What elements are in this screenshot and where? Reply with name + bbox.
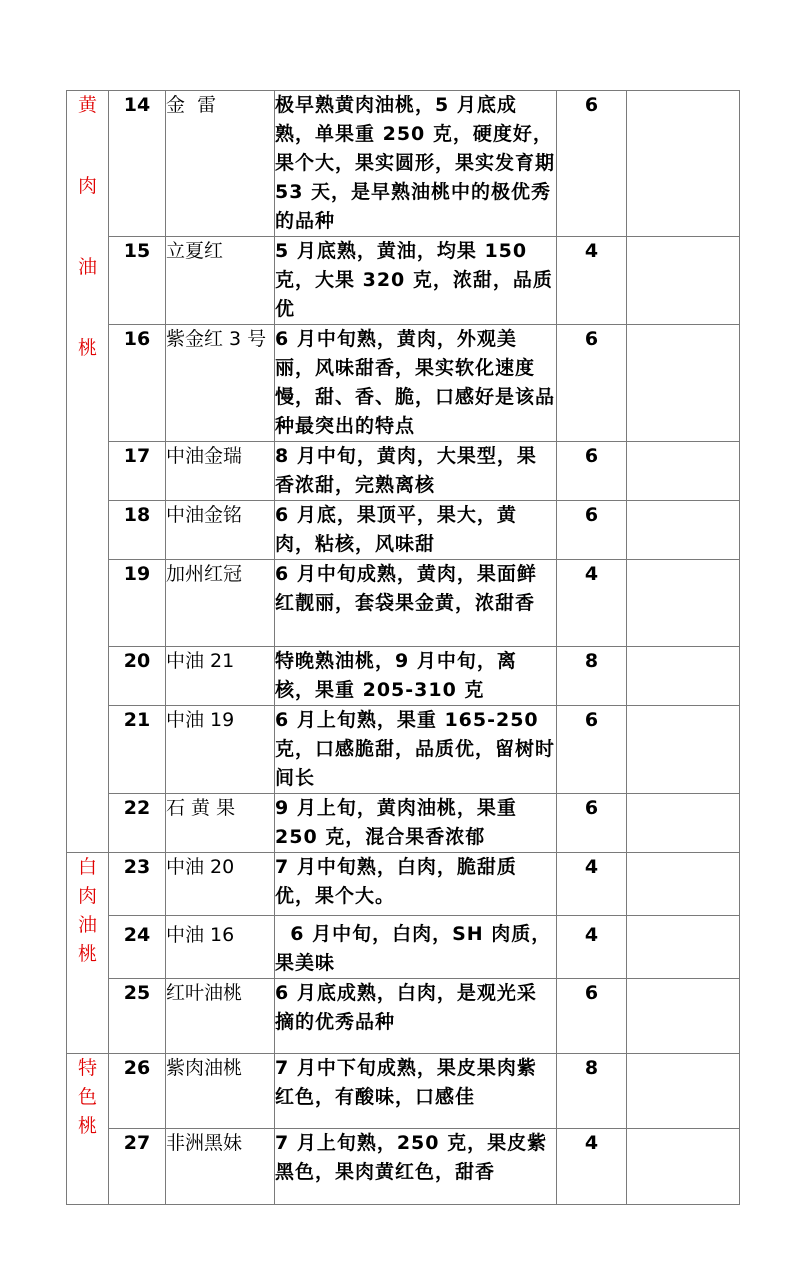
row-number: 21	[109, 706, 166, 794]
variety-name: 中油金瑞	[166, 442, 275, 501]
empty-cell	[627, 442, 740, 501]
empty-cell	[627, 647, 740, 706]
score-value: 6	[557, 501, 627, 560]
category-white-flesh-nectarine: 白 肉 油 桃	[67, 853, 109, 1054]
variety-description: 极早熟黄肉油桃，5 月底成熟，单果重 250 克，硬度好，果个大，果实圆形，果实发育期 53 天，是早熟油桃中的极优秀的品种	[275, 91, 557, 237]
table-row	[67, 325, 740, 442]
variety-description: 7 月中下旬成熟，果皮果肉紫红色，有酸味，口感佳	[275, 1054, 557, 1129]
row-number: 26	[109, 1054, 166, 1129]
variety-name: 立夏红	[166, 237, 275, 325]
variety-table	[66, 90, 740, 1205]
variety-name: 石 黄 果	[166, 794, 275, 853]
variety-name: 紫肉油桃	[166, 1054, 275, 1129]
empty-cell	[627, 501, 740, 560]
row-number: 14	[109, 91, 166, 237]
variety-name: 加州红冠	[166, 560, 275, 647]
variety-name: 红叶油桃	[166, 979, 275, 1054]
category-yellow-flesh-nectarine: 黄 肉 油 桃	[67, 91, 109, 853]
score-value: 6	[557, 794, 627, 853]
table-row	[67, 237, 740, 325]
score-value: 4	[557, 853, 627, 916]
row-number: 24	[109, 916, 166, 979]
variety-name: 中油 20	[166, 853, 275, 916]
table-row	[67, 647, 740, 706]
score-value: 6	[557, 979, 627, 1054]
score-value: 6	[557, 442, 627, 501]
variety-description: 5 月底熟，黄油，均果 150 克，大果 320 克，浓甜，品质优	[275, 237, 557, 325]
score-value: 6	[557, 706, 627, 794]
score-value: 4	[557, 237, 627, 325]
category-specialty-peach: 特 色 桃	[67, 1054, 109, 1205]
row-number: 17	[109, 442, 166, 501]
empty-cell	[627, 794, 740, 853]
score-value: 4	[557, 916, 627, 979]
row-number: 16	[109, 325, 166, 442]
row-number: 23	[109, 853, 166, 916]
empty-cell	[627, 916, 740, 979]
empty-cell	[627, 560, 740, 647]
variety-description: 7 月上旬熟，250 克，果皮紫黑色，果肉黄红色，甜香	[275, 1129, 557, 1205]
variety-description: 6 月中旬成熟，黄肉，果面鲜红靓丽，套袋果金黄，浓甜香	[275, 560, 557, 647]
score-value: 6	[557, 91, 627, 237]
row-number: 22	[109, 794, 166, 853]
row-number: 18	[109, 501, 166, 560]
variety-description: 6 月中旬，白肉，SH 肉质，果美味	[275, 916, 557, 979]
variety-description: 6 月中旬熟，黄肉，外观美丽，风味甜香，果实软化速度慢，甜、香、脆，口感好是该品种最突出的特点	[275, 325, 557, 442]
score-value: 6	[557, 325, 627, 442]
table-row	[67, 91, 740, 237]
table-row	[67, 501, 740, 560]
empty-cell	[627, 1054, 740, 1129]
empty-cell	[627, 1129, 740, 1205]
row-number: 19	[109, 560, 166, 647]
table-row	[67, 979, 740, 1054]
empty-cell	[627, 91, 740, 237]
table-row	[67, 794, 740, 853]
variety-description: 6 月底，果顶平，果大，黄肉，粘核，风味甜	[275, 501, 557, 560]
empty-cell	[627, 237, 740, 325]
table-row	[67, 1129, 740, 1205]
empty-cell	[627, 325, 740, 442]
table-row	[67, 1054, 740, 1129]
score-value: 8	[557, 1054, 627, 1129]
empty-cell	[627, 979, 740, 1054]
empty-cell	[627, 853, 740, 916]
empty-cell	[627, 706, 740, 794]
table-row	[67, 853, 740, 916]
table-row	[67, 916, 740, 979]
row-number: 15	[109, 237, 166, 325]
row-number: 27	[109, 1129, 166, 1205]
variety-name: 中油 16	[166, 916, 275, 979]
variety-name: 金 雷	[166, 91, 275, 237]
score-value: 4	[557, 1129, 627, 1205]
variety-description: 9 月上旬，黄肉油桃，果重 250 克，混合果香浓郁	[275, 794, 557, 853]
row-number: 25	[109, 979, 166, 1054]
variety-description: 6 月底成熟，白肉，是观光采摘的优秀品种	[275, 979, 557, 1054]
table-row	[67, 560, 740, 647]
row-number: 20	[109, 647, 166, 706]
score-value: 8	[557, 647, 627, 706]
variety-name: 非洲黑妹	[166, 1129, 275, 1205]
variety-description: 8 月中旬，黄肉，大果型，果香浓甜，完熟离核	[275, 442, 557, 501]
variety-name: 中油 21	[166, 647, 275, 706]
table-row	[67, 706, 740, 794]
variety-name: 紫金红 3 号	[166, 325, 275, 442]
variety-name: 中油 19	[166, 706, 275, 794]
score-value: 4	[557, 560, 627, 647]
variety-description: 特晚熟油桃，9 月中旬，离核，果重 205-310 克	[275, 647, 557, 706]
variety-description: 6 月上旬熟，果重 165-250 克，口感脆甜，品质优，留树时间长	[275, 706, 557, 794]
variety-name: 中油金铭	[166, 501, 275, 560]
variety-description: 7 月中旬熟，白肉，脆甜质优，果个大。	[275, 853, 557, 916]
table-row	[67, 442, 740, 501]
